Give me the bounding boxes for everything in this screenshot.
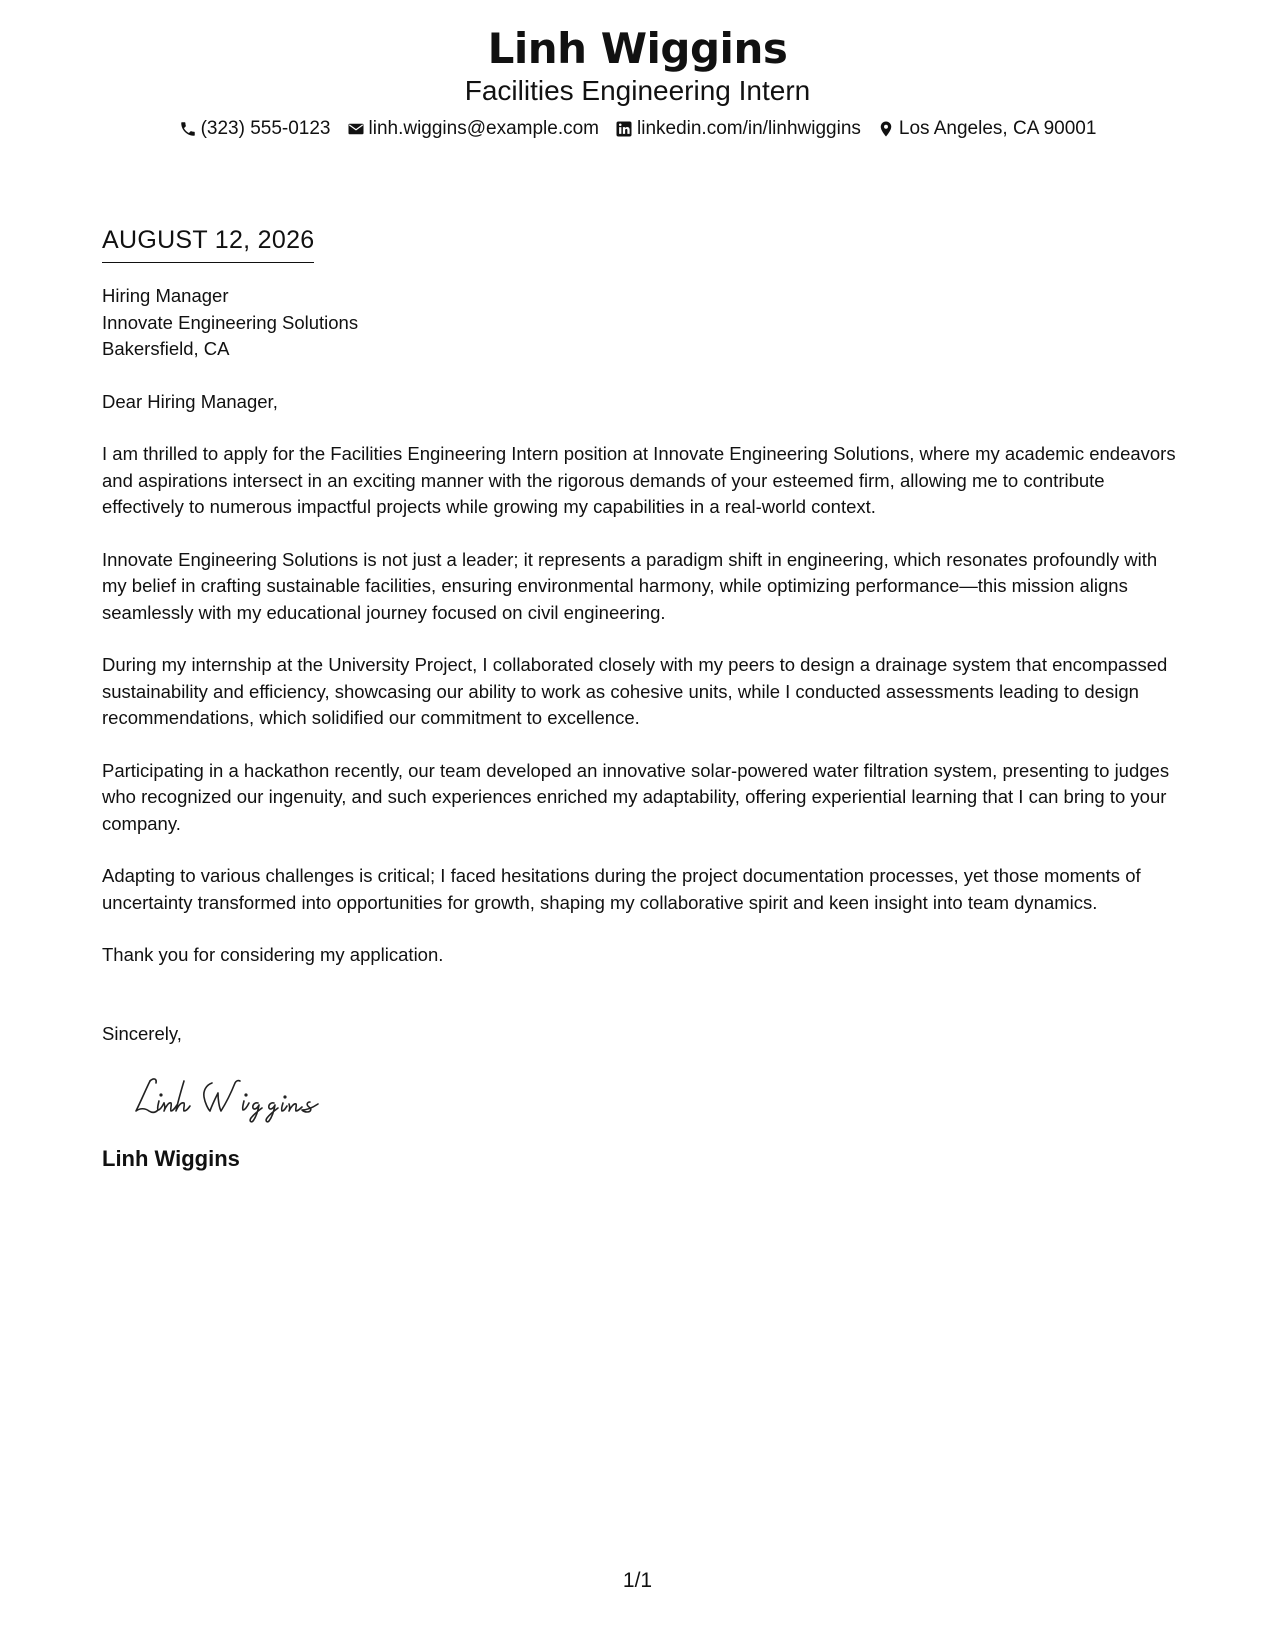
contact-phone <box>179 116 331 142</box>
map-pin-icon <box>877 120 895 138</box>
body-paragraph: Participating in a hackathon recently, our team developed an innovative solar-powered water filtration system, presenting to judges who recognized our ingenuity, and such experiences enriched my adaptability, offering experiential learning that I can bring to your company. <box>102 759 1170 834</box>
applicant-name: Linh Wiggins <box>487 24 788 73</box>
recipient-line: Bakersfield, CA <box>102 338 230 359</box>
thank-you-paragraph: Thank you for considering my application. <box>102 944 444 965</box>
salutation: Dear Hiring Manager, <box>102 390 278 412</box>
envelope-icon <box>347 120 365 138</box>
contact-info <box>0 116 1275 142</box>
email-address[interactable]: linh.wiggins@example.com <box>368 118 599 139</box>
closing: Sincerely, <box>102 1022 182 1044</box>
body-paragraph: Adapting to various challenges is critical; I faced hesitations during the project documentation processes, yet those moments of uncertainty transformed into opportunities for growth, shaping my collaborative spirit and keen insight into team dynamics. <box>102 865 1141 913</box>
linkedin-url[interactable]: linkedin.com/in/linhwiggins <box>637 118 861 139</box>
letter-header <box>0 22 1275 142</box>
contact-email[interactable] <box>347 116 600 142</box>
contact-linkedin[interactable] <box>615 116 861 142</box>
location-text: Los Angeles, CA 90001 <box>898 118 1097 139</box>
contact-location <box>877 116 1097 142</box>
page-number: 1/1 <box>622 1569 653 1592</box>
body-paragraph: Innovate Engineering Solutions is not just a leader; it represents a paradigm shift in engineering, which resonates profoundly with my belief in crafting sustainable facilities, ensuring environmental harmony, while optimizing performance—this mission aligns seamlessly with my educational journey focused on civil engineering. <box>102 548 1158 623</box>
recipient-line: Innovate Engineering Solutions <box>102 311 359 333</box>
body-paragraph: During my internship at the University Project, I collaborated closely with my peers to design a drainage system that encompassed sustainability and efficiency, showcasing our ability to work as cohesive units, while I conducted assessments leading to design recommendations, which solidified our commitment to excellence. <box>102 654 1168 728</box>
recipient-block <box>102 283 1182 363</box>
letter-date: AUGUST 12, 2026 <box>102 224 314 263</box>
signature-image <box>126 1067 346 1129</box>
linkedin-icon <box>615 120 633 138</box>
body-paragraph: I am thrilled to apply for the Facilities Engineering Intern position at Innovate Engineering Solutions, where my academic endeavors and aspirations intersect in an exciting manner with the rigorous demands of your esteemed firm, allowing me to contribute effectively to numerous impactful projects while growing my capabilities in a real-world context. <box>102 443 1176 517</box>
letter-body <box>102 224 1182 1173</box>
signer-name: Linh Wiggins <box>102 1146 240 1171</box>
applicant-title: Facilities Engineering Intern <box>464 75 811 106</box>
phone-icon <box>179 120 197 138</box>
phone-number: (323) 555-0123 <box>200 118 331 139</box>
handwritten-signature <box>126 1067 1182 1129</box>
recipient-line: Hiring Manager <box>102 285 229 306</box>
